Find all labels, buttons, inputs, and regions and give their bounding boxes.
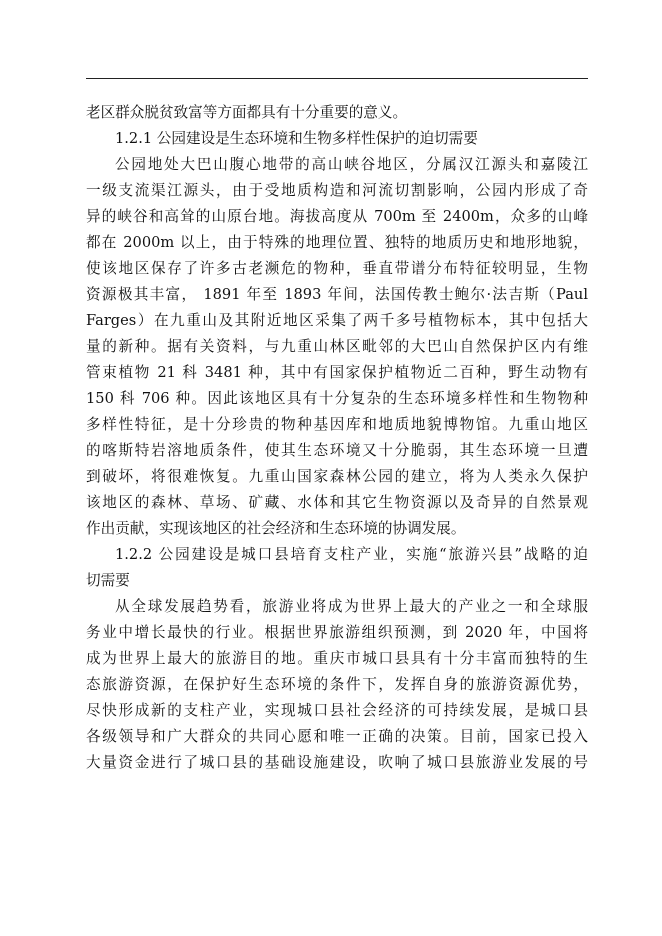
text-line: 各级领导和广大群众的共同心愿和唯一正确的决策。目前，国家已投入 <box>86 728 588 745</box>
text-line: 老区群众脱贫致富等方面都具有十分重要的意义。 <box>86 104 408 121</box>
text-line: 多样性特征，是十分珍贵的物种基因库和地质地貌博物馆。九重山地区 <box>86 416 588 433</box>
text-line: 该地区的森林、草场、矿藏、水体和其它生物资源以及奇异的自然景观 <box>86 494 588 511</box>
body-text <box>86 100 588 776</box>
text-line: 资源极其丰富， 1891 年至 1893 年间，法国传教士鲍尔·法吉斯（Paul <box>86 286 588 303</box>
text-line: 态旅游资源，在保护好生态环境的条件下，发挥自身的旅游资源优势， <box>86 676 588 693</box>
text-line: 的喀斯特岩溶地质条件，使其生态环境又十分脆弱，其生态环境一旦遭 <box>86 442 588 459</box>
text-line: 公园地处大巴山腹心地带的高山峡谷地区，分属汉江源头和嘉陵江 <box>115 156 588 173</box>
text-line: 从全球发展趋势看，旅游业将成为世界上最大的产业之一和全球服 <box>115 598 588 615</box>
text-line: 一级支流渠江源头，由于受地质构造和河流切割影响，公园内形成了奇 <box>86 182 588 199</box>
text-line: 成为世界上最大的旅游目的地。重庆市城口县具有十分丰富而独特的生 <box>86 650 588 667</box>
text-line: 使该地区保存了许多古老濒危的物种，垂直带谱分布特征较明显，生物 <box>86 260 588 277</box>
text-line: 尽快形成新的支柱产业，实现城口县社会经济的可持续发展，是城口县 <box>86 702 588 719</box>
text-line: 大量资金进行了城口县的基础设施建设，吹响了城口县旅游业发展的号 <box>86 754 588 771</box>
text-line: 异的峡谷和高耸的山原台地。海拔高度从 700m 至 2400m，众多的山峰 <box>86 208 588 225</box>
text-line: 切需要 <box>86 572 130 589</box>
text-line: 150 科 706 种。因此该地区具有十分复杂的生态环境多样性和生物物种 <box>86 390 588 407</box>
header-rule <box>86 78 588 79</box>
text-line: 量的新种。据有关资料，与九重山林区毗邻的大巴山自然保护区内有维 <box>86 338 588 355</box>
text-line: 作出贡献，实现该地区的社会经济和生态环境的协调发展。 <box>86 520 466 537</box>
text-line: 务业中增长最快的行业。根据世界旅游组织预测，到 2020 年，中国将 <box>86 624 588 641</box>
text-line: 到破坏，将很难恢复。九重山国家森林公园的建立，将为人类永久保护 <box>86 468 588 485</box>
text-line: 管束植物 21 科 3481 种，其中有国家保护植物近二百种，野生动物有 <box>86 364 588 381</box>
text-line: 都在 2000m 以上，由于特殊的地理位置、独特的地质历史和地形地貌， <box>86 234 588 251</box>
text-line: 1.2.2 公园建设是城口县培育支柱产业，实施“旅游兴县”战略的迫 <box>115 546 588 563</box>
text-line: 1.2.1 公园建设是生态环境和生物多样性保护的迫切需要 <box>115 130 478 147</box>
text-line: Farges）在九重山及其附近地区采集了两千多号植物标本，其中包括大 <box>86 312 588 329</box>
